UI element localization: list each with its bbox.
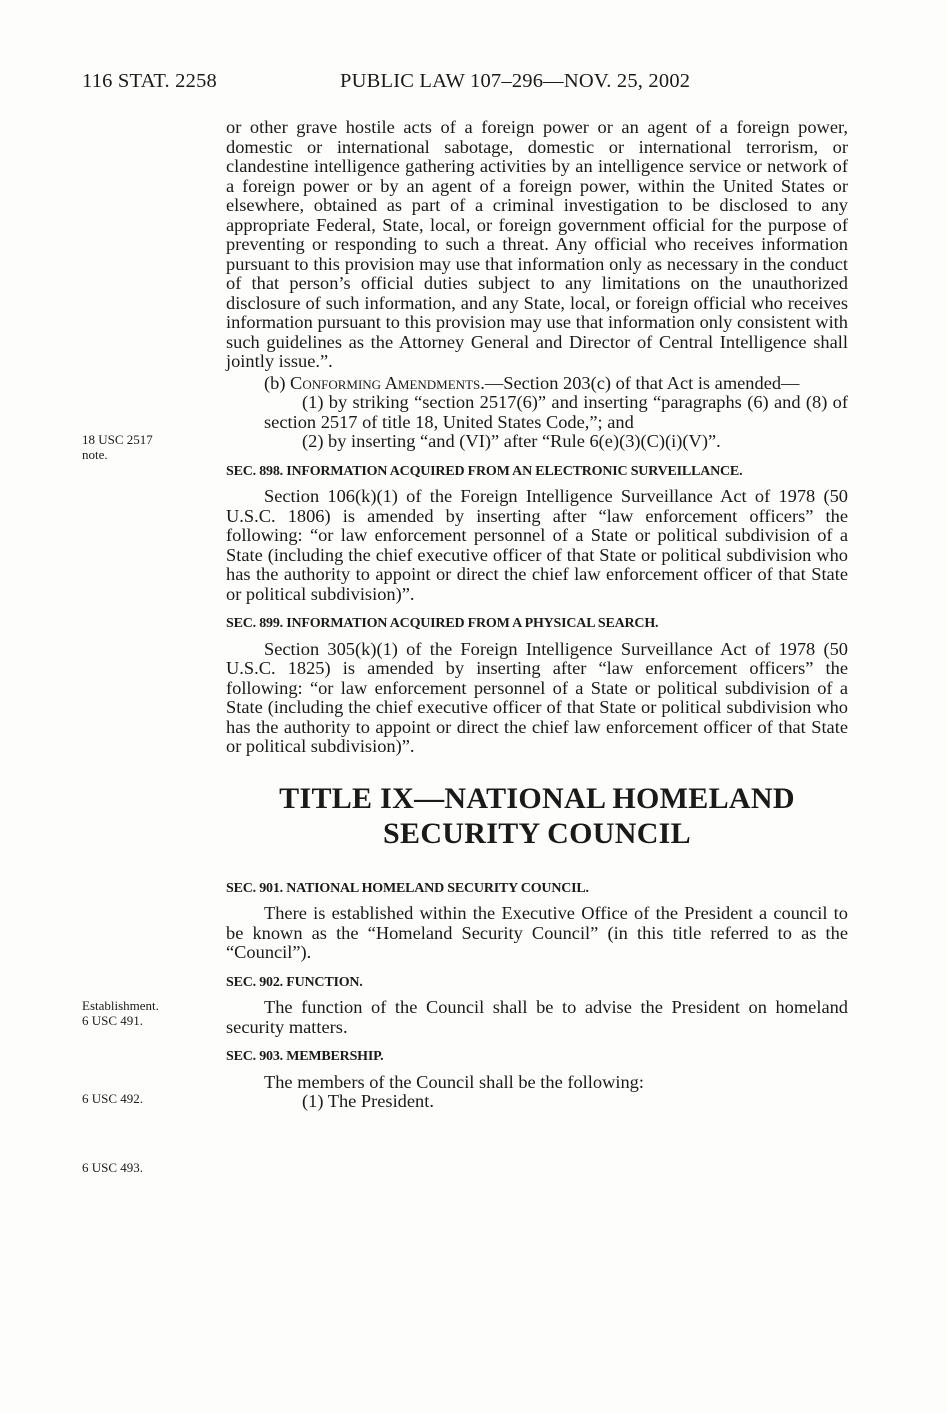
- paragraph-b: [226, 374, 848, 394]
- title-ix-heading: [226, 781, 848, 851]
- section-901-heading: SEC. 901. NATIONAL HOMELAND SECURITY COUNCIL.: [226, 880, 589, 896]
- section-902-heading: SEC. 902. FUNCTION.: [226, 974, 363, 990]
- title-line-2: SECURITY COUNCIL: [383, 816, 691, 850]
- margin-note-line: Establishment.: [82, 998, 159, 1013]
- paragraph-b1: (1) by striking “section 2517(6)” and inserting “paragraphs (6) and (8) of section 2517 of title 18, United States Code,”; and: [264, 392, 848, 432]
- paragraph-b-heading: Conforming Amendments.: [290, 372, 485, 393]
- running-title: PUBLIC LAW 107–296—NOV. 25, 2002: [340, 70, 691, 92]
- section-899-heading: SEC. 899. INFORMATION ACQUIRED FROM A PHYSICAL SEARCH.: [226, 616, 659, 631]
- margin-note-18-usc-2517: [82, 432, 212, 462]
- margin-note-line: 6 USC 492.: [82, 1091, 144, 1106]
- section-902-text: The function of the Council shall be to advise the President on homeland security matters.: [226, 997, 848, 1037]
- margin-note-line: 6 USC 493.: [82, 1160, 144, 1175]
- margin-note-6-usc-493: [82, 1160, 212, 1175]
- section-903-heading: SEC. 903. MEMBERSHIP.: [226, 1049, 384, 1064]
- section-898-text: Section 106(k)(1) of the Foreign Intelligence Surveillance Act of 1978 (50 U.S.C. 1806) is amended by inserting after “law enforcement officers” the following: “or law enforcement personnel of a State or political subdivision of a State (including the chief executive officer of that State or political subdivision who has the authority to appoint or direct the chief law enforcement officer of that State or political subdivision)”.: [226, 486, 848, 604]
- paragraph-b-label: (b): [264, 372, 291, 393]
- paragraph-continued: or other grave hostile acts of a foreign power or an agent of a foreign power, domestic or international sabotage, domestic or international terrorism, or clandestine intelligence gathering activities by an intelligence service or network of a foreign power or by an agent of a foreign power, within the United States or elsewhere, obtained as part of a criminal investigation to be disclosed to any appropriate Federal, State, local, or foreign government official for the purpose of preventing or responding to such a threat. Any official who receives information pursuant to this provision may use that information only as necessary in the conduct of that person’s official duties subject to any limitations on the unauthorized disclosure of such information, and any State, local, or foreign official who receives information pursuant to this provision may use that information only consistent with such guidelines as the Attorney General and Director of Central Intelligence shall jointly issue.”.: [226, 117, 848, 371]
- margin-note-establishment: [82, 998, 212, 1028]
- title-line-1: TITLE IX—NATIONAL HOMELAND: [279, 781, 795, 815]
- paragraph-b2: (2) by inserting “and (VI)” after “Rule 6(e)(3)(C)(i)(V)”.: [302, 431, 721, 451]
- margin-note-line: 18 USC 2517: [82, 432, 153, 447]
- page-body: [226, 118, 848, 1112]
- section-899-text: Section 305(k)(1) of the Foreign Intelligence Surveillance Act of 1978 (50 U.S.C. 1825) is amended by inserting after “law enforcement officers” the following: “or law enforcement personnel of a State or political subdivision of a State (including the chief executive officer of that State or political subdivision who has the authority to appoint or direct the chief law enforcement officer of that State or political subdivision)”.: [226, 638, 848, 756]
- section-898-heading: SEC. 898. INFORMATION ACQUIRED FROM AN ELECTRONIC SURVEILLANCE.: [226, 463, 743, 479]
- section-901-text: There is established within the Executive Office of the President a council to be known as the “Homeland Security Council” (in this title referred to as the “Council”).: [226, 903, 848, 962]
- page-folio: 116 STAT. 2258: [82, 70, 217, 92]
- margin-note-line: 6 USC 491.: [82, 1013, 144, 1028]
- margin-note-6-usc-492: [82, 1091, 212, 1106]
- paragraph-b-text: —Section 203(c) of that Act is amended—: [484, 372, 800, 393]
- section-903-item-1: (1) The President.: [302, 1091, 434, 1111]
- margin-note-line: note.: [82, 447, 108, 462]
- section-903-text: The members of the Council shall be the following:: [264, 1071, 644, 1092]
